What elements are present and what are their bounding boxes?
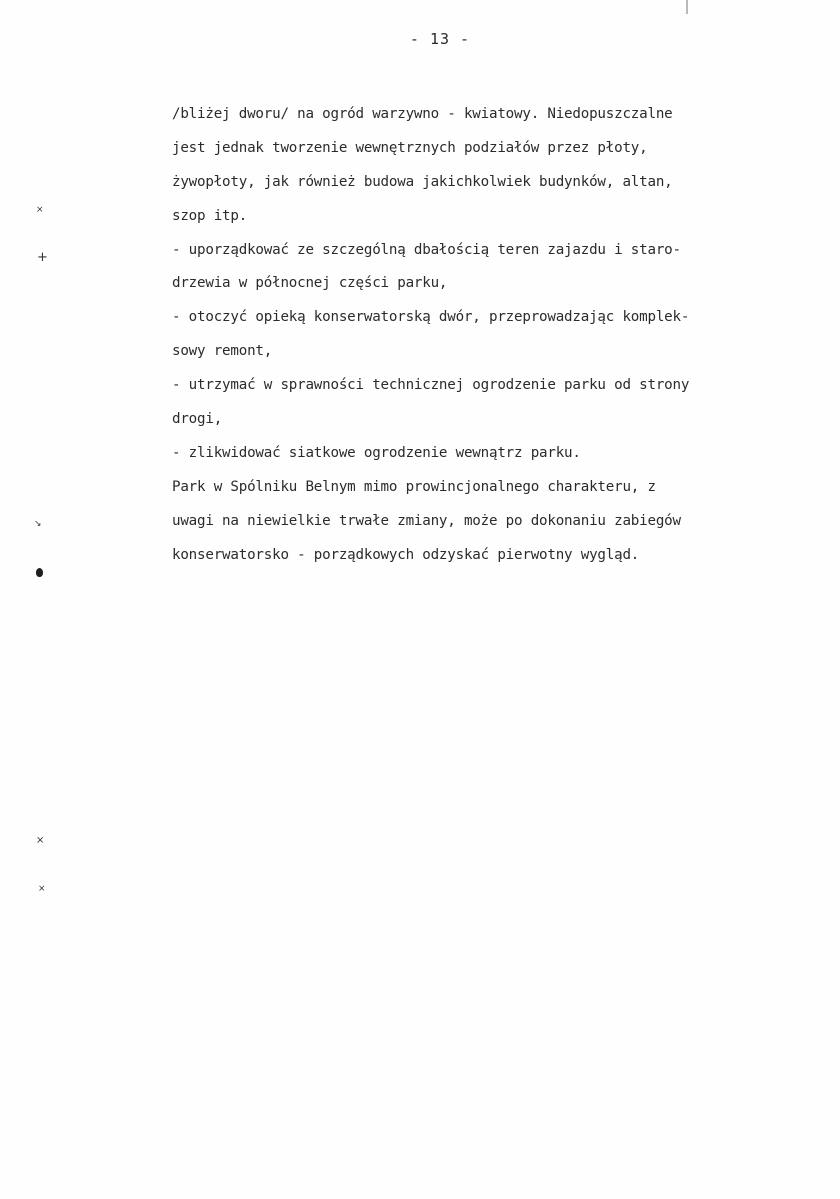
text-line: /bliżej dworu/ na ogród warzywno - kwiatowy. Niedopuszczalne — [172, 106, 673, 122]
text-line: - uporządkować ze szczególną dbałością teren zajazdu i staro- — [172, 241, 681, 258]
text-line: konserwatorsko - porządkowych odzyskać pierwotny wygląd. — [172, 546, 640, 563]
text-line: - utrzymać w sprawności technicznej ogrodzenie parku od strony — [172, 377, 690, 394]
margin-mark: ⨯ — [38, 884, 46, 894]
body-text — [172, 98, 812, 572]
text-line: drogi, — [172, 411, 223, 428]
text-line: żywopłoty, jak również budowa jakichkolwiek budynków, altan, — [172, 173, 673, 190]
text-line: drzewia w północnej części parku, — [172, 275, 448, 292]
text-line: - zlikwidować siatkowe ogrodzenie wewnątrz parku. — [172, 444, 581, 461]
text-line: sowy remont, — [172, 343, 273, 360]
text-line: szop itp. — [172, 207, 248, 224]
margin-mark: ⨯ — [36, 835, 45, 846]
text-line: - otoczyć opieką konserwatorską dwór, przeprowadzając komplek- — [172, 309, 690, 326]
margin-mark: + — [37, 250, 48, 265]
margin-mark — [36, 568, 43, 577]
text-line: jest jednak tworzenie wewnętrznych podziałów przez płoty, — [172, 139, 648, 156]
text-line: uwagi na niewielkie trwałe zmiany, może po dokonaniu zabiegów — [172, 512, 681, 529]
margin-mark: ↘ — [34, 519, 42, 529]
scan-corner-mark — [686, 0, 688, 14]
text-line: Park w Spólniku Belnym mimo prowincjonalnego charakteru, z — [172, 478, 656, 495]
margin-mark: ⨯ — [36, 205, 44, 215]
page-number: - 13 - — [409, 30, 471, 48]
